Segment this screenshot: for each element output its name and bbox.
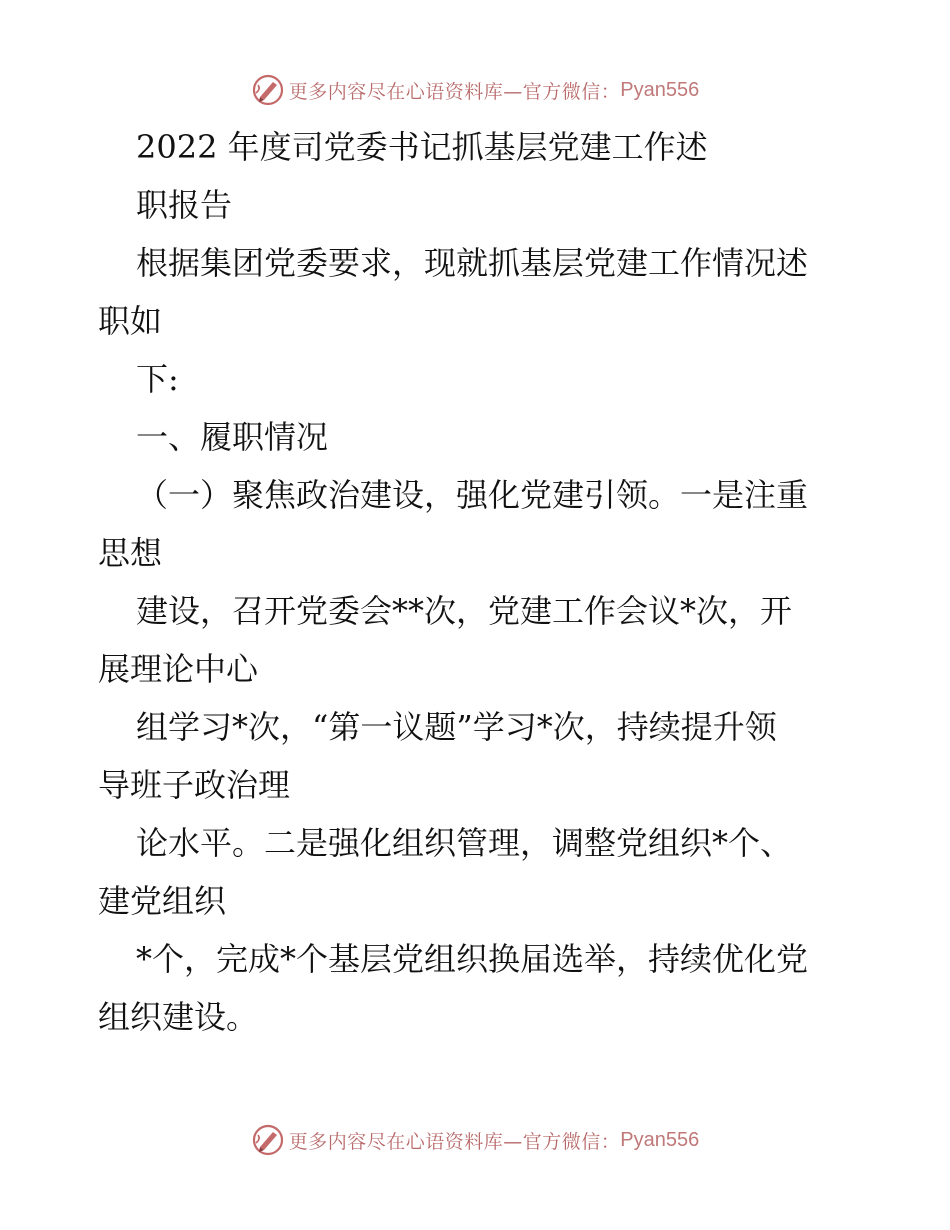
watermark-text: 更多内容尽在心语资料库—官方微信： [288, 80, 621, 103]
text-line: 导班子政治理 [98, 766, 291, 804]
text-line: 组织建设。 [98, 998, 259, 1036]
document-body [98, 118, 858, 1046]
text-line: 展理论中心 [98, 650, 259, 688]
text-line: 组学习*次，“第一议题”学习*次，持续提升领 [136, 708, 777, 746]
pen-logo-icon [251, 1123, 285, 1157]
watermark-footer [0, 1120, 950, 1160]
text-line: 2022 年度司党委书记抓基层党建工作述 [136, 128, 708, 166]
watermark-wechat-id: Pyan556 [620, 1128, 700, 1151]
text-line: 下: [136, 360, 179, 398]
section-heading: 一、履职情况 [136, 418, 329, 456]
text-line: *个，完成*个基层党组织换届选举，持续优化党 [136, 940, 809, 978]
text-line: 建党组织 [98, 882, 227, 920]
text-line: 职如 [98, 302, 163, 340]
text-line: 职报告 [136, 186, 233, 224]
text-line: 建设，召开党委会**次，党建工作会议*次，开 [136, 592, 793, 630]
text-line: 论水平。二是强化组织管理，调整党组织*个、 [136, 824, 793, 862]
watermark-wechat-id: Pyan556 [620, 78, 700, 101]
watermark-text: 更多内容尽在心语资料库—官方微信： [288, 1130, 621, 1153]
text-line: 根据集团党委要求，现就抓基层党建工作情况述 [136, 244, 809, 282]
text-line: 思想 [98, 534, 163, 572]
watermark-header [0, 70, 950, 110]
text-line: （一）聚焦政治建设，强化党建引领。一是注重 [136, 476, 809, 514]
pen-logo-icon [251, 73, 285, 107]
